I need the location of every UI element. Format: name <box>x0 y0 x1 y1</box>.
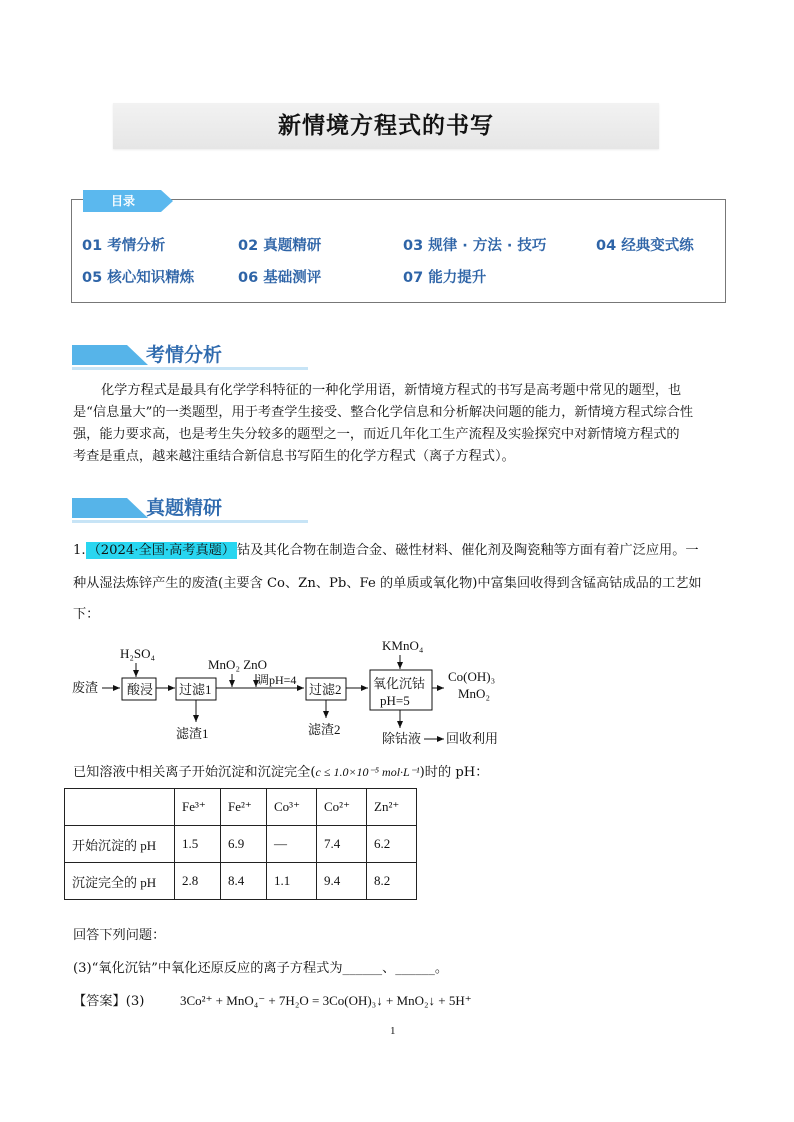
table-cell: 沉淀完全的 pH <box>65 863 175 900</box>
sub-question-3: (3)“氧化沉钴”中氧化还原反应的离子方程式为______、______。 <box>73 961 449 976</box>
flow-box-oxidize-label: 氧化沉钴 <box>373 676 426 691</box>
flow-residue1: 滤渣1 <box>176 726 209 741</box>
flow-reagent-h2so4: H₂SO₄ <box>120 646 156 661</box>
analysis-line-4: 考查是重点，越来越注重结合新信息书写陌生的化学方程式（离子方程式）。 <box>73 449 515 464</box>
flow-product-cooh3: Co(OH)₃ <box>448 669 496 684</box>
table-intro <box>73 762 489 784</box>
flow-box-oxidize-ph: pH=5 <box>380 693 410 708</box>
flow-reagent-kmno4: KMnO₄ <box>382 638 424 653</box>
answer-equation: 3Co²⁺ + MnO₄⁻ + 7H₂O = 3Co(OH)₃↓ + MnO₂↓ + 5H⁺ <box>180 993 472 1008</box>
answer-label: 【答案】(3) <box>73 994 145 1009</box>
analysis-line-1: 化学方程式是最具有化学学科特征的一种化学用语，新情境方程式的书写是高考题中常见的题型，也 <box>101 383 682 398</box>
flow-feed: 废渣 <box>72 680 99 695</box>
flow-waste: 除钴液 <box>382 731 422 746</box>
table-cell: 2.8 <box>175 863 221 900</box>
flow-box-leach-label: 酸浸 <box>127 682 154 697</box>
toc-item-variants[interactable]: 04 经典变式练 <box>596 238 694 254</box>
flow-box-filter2-label: 过滤2 <box>309 682 342 697</box>
table-row <box>65 863 417 900</box>
question-stem-1: 钴及其化合物在制造合金、磁性材料、催化剂及陶瓷釉等方面有着广泛应用。一 <box>237 543 699 558</box>
flow-box-filter1-label: 过滤1 <box>179 682 212 697</box>
table-header-cell <box>65 789 175 826</box>
section-title-research: 真题精研 <box>146 497 223 519</box>
table-cell: 8.4 <box>221 863 267 900</box>
table-header-cell: Co³⁺ <box>267 789 317 826</box>
analysis-line-3: 强，能力要求高，也是考生失分较多的题型之一，而近几年化工生产流程及实验探究中对新情境方程式的 <box>73 427 680 442</box>
toc-item-research[interactable]: 02 真题精研 <box>238 238 322 254</box>
flow-product-mno2: MnO₂ <box>458 686 490 701</box>
question-number: 1. <box>73 543 86 558</box>
flow-reagent-mno2-zno: MnO₂ ZnO <box>208 657 268 672</box>
answer-prompt: 回答下列问题： <box>73 928 166 943</box>
table-intro-suffix: )时的 pH： <box>419 765 489 780</box>
table-header-cell: Zn²⁺ <box>367 789 417 826</box>
section-title-analysis: 考情分析 <box>146 344 223 366</box>
source-tag: （2024·全国·高考真题） <box>87 543 236 558</box>
table-header-cell: Co²⁺ <box>317 789 367 826</box>
ph-table <box>64 788 417 900</box>
table-cell: 6.2 <box>367 826 417 863</box>
table-cell: 开始沉淀的 pH <box>65 826 175 863</box>
question-line-1 <box>73 540 699 562</box>
toc-item-methods[interactable]: 03 规律 · 方法 · 技巧 <box>403 238 547 254</box>
toc-item-analysis[interactable]: 01 考情分析 <box>82 238 166 254</box>
toc-item-basic-test[interactable]: 06 基础测评 <box>238 270 322 286</box>
toc-tag-label: 目录 <box>110 194 135 208</box>
flow-residue2: 滤渣2 <box>308 722 341 737</box>
toc-item-improve[interactable]: 07 能力提升 <box>403 270 487 286</box>
table-intro-prefix: 已知溶液中相关离子开始沉淀和沉淀完全( <box>73 765 316 780</box>
table-header-cell: Fe³⁺ <box>175 789 221 826</box>
question-line-2: 种从湿法炼锌产生的废渣(主要含 Co、Zn、Pb、Fe 的单质或氧化物)中富集回收得到含锰高钴成品的工艺如 <box>73 576 702 591</box>
table-header-row <box>65 789 417 826</box>
process-flowchart <box>60 630 520 760</box>
analysis-line-2: 是“信息量大”的一类题型，用于考查学生接受、整合化学信息和分析解决问题的能力，新情境方程式综合性 <box>73 405 694 420</box>
table-header-cell: Fe²⁺ <box>221 789 267 826</box>
table-cell: 8.2 <box>367 863 417 900</box>
table-cell: 9.4 <box>317 863 367 900</box>
table-cell: 1.1 <box>267 863 317 900</box>
toc-item-core[interactable]: 05 核心知识精炼 <box>82 270 195 286</box>
table-intro-condition: c ≤ 1.0×10⁻⁵ mol·L⁻¹ <box>315 765 420 779</box>
flow-recycle: 回收利用 <box>446 731 499 746</box>
table-cell: 6.9 <box>221 826 267 863</box>
page-title: 新情境方程式的书写 <box>278 113 494 139</box>
table-cell: 1.5 <box>175 826 221 863</box>
table-cell: 7.4 <box>317 826 367 863</box>
question-line-3: 下： <box>73 607 100 622</box>
page-number: 1 <box>390 1025 396 1037</box>
table-row <box>65 826 417 863</box>
flow-adjust-ph: 调pH=4 <box>257 673 297 687</box>
table-cell: — <box>267 826 317 863</box>
